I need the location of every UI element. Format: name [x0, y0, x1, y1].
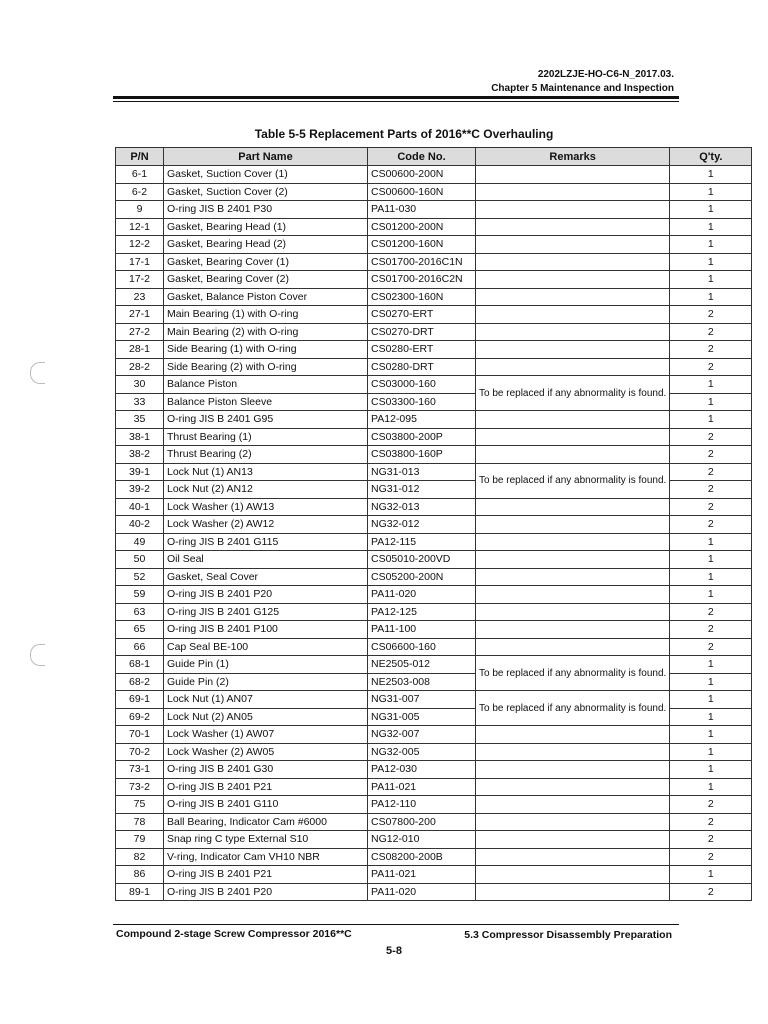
cell-qty: 2	[670, 428, 752, 446]
cell-code-no: NG32-005	[368, 743, 476, 761]
cell-pn: 75	[116, 796, 164, 814]
cell-qty: 2	[670, 358, 752, 376]
cell-remarks	[476, 341, 670, 359]
binder-hole-mark	[30, 362, 45, 384]
cell-code-no: NE2505-012	[368, 656, 476, 674]
cell-qty: 1	[670, 271, 752, 289]
binder-hole-mark	[30, 644, 45, 666]
cell-code-no: PA11-020	[368, 883, 476, 901]
header-rule-thick	[113, 96, 679, 99]
cell-code-no: CS0280-ERT	[368, 341, 476, 359]
cell-qty: 1	[670, 866, 752, 884]
cell-pn: 12-1	[116, 218, 164, 236]
cell-code-no: CS06600-160	[368, 638, 476, 656]
cell-remarks	[476, 568, 670, 586]
document-id: 2202LZJE-HO-C6-N_2017.03.	[537, 69, 674, 80]
cell-pn: 79	[116, 831, 164, 849]
cell-part-name: Cap Seal BE-100	[164, 638, 368, 656]
cell-qty: 1	[670, 761, 752, 779]
cell-code-no: CS00600-160N	[368, 183, 476, 201]
cell-remarks	[476, 848, 670, 866]
cell-code-no: CS00600-200N	[368, 166, 476, 184]
cell-qty: 1	[670, 568, 752, 586]
cell-qty: 1	[670, 656, 752, 674]
cell-pn: 73-2	[116, 778, 164, 796]
cell-code-no: PA11-100	[368, 621, 476, 639]
cell-qty: 1	[670, 393, 752, 411]
cell-qty: 1	[670, 673, 752, 691]
table-row	[116, 621, 752, 639]
cell-code-no: CS03300-160	[368, 393, 476, 411]
table-title: Table 5-5 Replacement Parts of 2016**C Overhauling	[254, 127, 554, 141]
cell-qty: 1	[670, 183, 752, 201]
cell-remarks: To be replaced if any abnormality is found.	[476, 691, 670, 726]
cell-remarks	[476, 831, 670, 849]
cell-code-no: PA11-021	[368, 866, 476, 884]
cell-code-no: NG31-013	[368, 463, 476, 481]
table-row	[116, 691, 752, 709]
cell-remarks	[476, 603, 670, 621]
table-row	[116, 848, 752, 866]
cell-remarks	[476, 621, 670, 639]
cell-part-name: O-ring JIS B 2401 P21	[164, 778, 368, 796]
cell-qty: 2	[670, 621, 752, 639]
table-row	[116, 743, 752, 761]
cell-pn: 89-1	[116, 883, 164, 901]
cell-qty: 2	[670, 516, 752, 534]
cell-code-no: CS01700-2016C2N	[368, 271, 476, 289]
cell-qty: 1	[670, 411, 752, 429]
cell-pn: 86	[116, 866, 164, 884]
cell-pn: 68-2	[116, 673, 164, 691]
table-row	[116, 323, 752, 341]
cell-pn: 6-1	[116, 166, 164, 184]
table-row	[116, 498, 752, 516]
footer-product-name: Compound 2-stage Screw Compressor 2016**C	[116, 928, 352, 940]
cell-code-no: PA11-021	[368, 778, 476, 796]
cell-code-no: CS0270-ERT	[368, 306, 476, 324]
cell-pn: 33	[116, 393, 164, 411]
cell-part-name: Lock Washer (2) AW12	[164, 516, 368, 534]
table-row	[116, 656, 752, 674]
cell-remarks	[476, 743, 670, 761]
cell-remarks	[476, 446, 670, 464]
table-row	[116, 253, 752, 271]
table-row	[116, 603, 752, 621]
cell-qty: 2	[670, 813, 752, 831]
cell-part-name: Guide Pin (2)	[164, 673, 368, 691]
cell-part-name: V-ring, Indicator Cam VH10 NBR	[164, 848, 368, 866]
column-header-qty: Q'ty.	[670, 148, 752, 166]
cell-code-no: NG12-010	[368, 831, 476, 849]
cell-code-no: PA12-095	[368, 411, 476, 429]
cell-remarks	[476, 866, 670, 884]
table-row	[116, 376, 752, 394]
cell-remarks	[476, 551, 670, 569]
cell-remarks	[476, 411, 670, 429]
cell-code-no: CS0270-DRT	[368, 323, 476, 341]
table-row	[116, 568, 752, 586]
cell-pn: 66	[116, 638, 164, 656]
cell-code-no: PA12-030	[368, 761, 476, 779]
cell-remarks	[476, 813, 670, 831]
cell-part-name: Lock Nut (2) AN05	[164, 708, 368, 726]
cell-code-no: PA12-110	[368, 796, 476, 814]
table-row	[116, 166, 752, 184]
cell-remarks: To be replaced if any abnormality is found.	[476, 463, 670, 498]
cell-part-name: O-ring JIS B 2401 G125	[164, 603, 368, 621]
cell-remarks	[476, 778, 670, 796]
cell-remarks: To be replaced if any abnormality is found.	[476, 656, 670, 691]
header-rule-thin	[113, 101, 679, 102]
cell-pn: 17-1	[116, 253, 164, 271]
cell-part-name: O-ring JIS B 2401 G110	[164, 796, 368, 814]
cell-qty: 1	[670, 708, 752, 726]
cell-part-name: Oil Seal	[164, 551, 368, 569]
cell-code-no: CS03000-160	[368, 376, 476, 394]
cell-remarks	[476, 323, 670, 341]
cell-qty: 1	[670, 691, 752, 709]
replacement-parts-table	[115, 147, 752, 901]
cell-pn: 70-1	[116, 726, 164, 744]
cell-qty: 2	[670, 883, 752, 901]
cell-remarks	[476, 166, 670, 184]
table-row	[116, 288, 752, 306]
table-row	[116, 533, 752, 551]
cell-qty: 2	[670, 603, 752, 621]
table-row	[116, 516, 752, 534]
cell-code-no: CS01700-2016C1N	[368, 253, 476, 271]
cell-part-name: Gasket, Bearing Head (2)	[164, 236, 368, 254]
cell-code-no: PA12-115	[368, 533, 476, 551]
cell-qty: 1	[670, 743, 752, 761]
table-row	[116, 726, 752, 744]
cell-part-name: O-ring JIS B 2401 P20	[164, 883, 368, 901]
cell-remarks	[476, 586, 670, 604]
cell-remarks	[476, 638, 670, 656]
cell-pn: 38-2	[116, 446, 164, 464]
cell-part-name: Gasket, Suction Cover (2)	[164, 183, 368, 201]
cell-part-name: Lock Nut (1) AN13	[164, 463, 368, 481]
table-row	[116, 586, 752, 604]
column-header-part-name: Part Name	[164, 148, 368, 166]
cell-part-name: Snap ring C type External S10	[164, 831, 368, 849]
cell-qty: 1	[670, 726, 752, 744]
cell-remarks	[476, 761, 670, 779]
footer-rule	[113, 924, 679, 925]
cell-code-no: NG31-012	[368, 481, 476, 499]
table-row	[116, 866, 752, 884]
cell-remarks	[476, 271, 670, 289]
cell-pn: 65	[116, 621, 164, 639]
cell-part-name: Gasket, Bearing Cover (1)	[164, 253, 368, 271]
cell-part-name: Thrust Bearing (2)	[164, 446, 368, 464]
cell-part-name: Lock Washer (1) AW13	[164, 498, 368, 516]
cell-code-no: NG32-013	[368, 498, 476, 516]
cell-qty: 2	[670, 341, 752, 359]
cell-remarks	[476, 726, 670, 744]
cell-code-no: NG32-007	[368, 726, 476, 744]
column-header-code-no: Code No.	[368, 148, 476, 166]
cell-remarks: To be replaced if any abnormality is found.	[476, 376, 670, 411]
table-row	[116, 761, 752, 779]
cell-code-no: PA12-125	[368, 603, 476, 621]
document-header	[491, 68, 674, 96]
cell-part-name: O-ring JIS B 2401 P20	[164, 586, 368, 604]
table-row	[116, 796, 752, 814]
column-header-remarks: Remarks	[476, 148, 670, 166]
cell-part-name: Side Bearing (1) with O-ring	[164, 341, 368, 359]
cell-pn: 27-2	[116, 323, 164, 341]
cell-part-name: Gasket, Suction Cover (1)	[164, 166, 368, 184]
cell-part-name: Lock Washer (1) AW07	[164, 726, 368, 744]
cell-part-name: Thrust Bearing (1)	[164, 428, 368, 446]
table-row	[116, 183, 752, 201]
cell-qty: 1	[670, 533, 752, 551]
footer-section-name: 5.3 Compressor Disassembly Preparation	[464, 929, 672, 941]
cell-qty: 2	[670, 831, 752, 849]
cell-part-name: Main Bearing (1) with O-ring	[164, 306, 368, 324]
cell-pn: 28-1	[116, 341, 164, 359]
table-row	[116, 201, 752, 219]
cell-qty: 1	[670, 218, 752, 236]
cell-pn: 39-2	[116, 481, 164, 499]
cell-pn: 82	[116, 848, 164, 866]
table-row	[116, 411, 752, 429]
cell-qty: 2	[670, 446, 752, 464]
cell-remarks	[476, 796, 670, 814]
cell-part-name: Ball Bearing, Indicator Cam #6000	[164, 813, 368, 831]
cell-part-name: O-ring JIS B 2401 P30	[164, 201, 368, 219]
cell-remarks	[476, 498, 670, 516]
cell-code-no: CS07800-200	[368, 813, 476, 831]
cell-pn: 70-2	[116, 743, 164, 761]
cell-pn: 39-1	[116, 463, 164, 481]
cell-pn: 27-1	[116, 306, 164, 324]
cell-part-name: Main Bearing (2) with O-ring	[164, 323, 368, 341]
cell-qty: 2	[670, 848, 752, 866]
cell-remarks	[476, 428, 670, 446]
cell-part-name: Side Bearing (2) with O-ring	[164, 358, 368, 376]
cell-qty: 1	[670, 586, 752, 604]
page-number: 5-8	[386, 945, 402, 957]
cell-qty: 2	[670, 306, 752, 324]
cell-part-name: O-ring JIS B 2401 G95	[164, 411, 368, 429]
cell-part-name: Lock Nut (1) AN07	[164, 691, 368, 709]
cell-pn: 49	[116, 533, 164, 551]
cell-part-name: O-ring JIS B 2401 G30	[164, 761, 368, 779]
cell-remarks	[476, 306, 670, 324]
table-row	[116, 306, 752, 324]
cell-pn: 40-1	[116, 498, 164, 516]
cell-code-no: CS0280-DRT	[368, 358, 476, 376]
cell-pn: 50	[116, 551, 164, 569]
table-row	[116, 358, 752, 376]
cell-pn: 17-2	[116, 271, 164, 289]
cell-qty: 1	[670, 236, 752, 254]
table-row	[116, 218, 752, 236]
cell-code-no: CS02300-160N	[368, 288, 476, 306]
cell-remarks	[476, 236, 670, 254]
cell-code-no: PA11-020	[368, 586, 476, 604]
table-row	[116, 463, 752, 481]
cell-pn: 38-1	[116, 428, 164, 446]
table-row	[116, 883, 752, 901]
cell-pn: 9	[116, 201, 164, 219]
cell-part-name: Balance Piston	[164, 376, 368, 394]
table-header-row	[116, 148, 752, 166]
cell-qty: 2	[670, 481, 752, 499]
cell-part-name: O-ring JIS B 2401 P21	[164, 866, 368, 884]
cell-code-no: CS03800-200P	[368, 428, 476, 446]
cell-part-name: Gasket, Seal Cover	[164, 568, 368, 586]
cell-code-no: NG31-005	[368, 708, 476, 726]
table-row	[116, 428, 752, 446]
table-row	[116, 341, 752, 359]
cell-part-name: Gasket, Balance Piston Cover	[164, 288, 368, 306]
cell-pn: 23	[116, 288, 164, 306]
cell-qty: 1	[670, 288, 752, 306]
cell-part-name: Gasket, Bearing Head (1)	[164, 218, 368, 236]
column-header-pn: P/N	[116, 148, 164, 166]
cell-qty: 1	[670, 201, 752, 219]
table-row	[116, 778, 752, 796]
cell-remarks	[476, 288, 670, 306]
cell-code-no: CS01200-160N	[368, 236, 476, 254]
cell-qty: 1	[670, 376, 752, 394]
cell-qty: 1	[670, 551, 752, 569]
cell-part-name: Guide Pin (1)	[164, 656, 368, 674]
cell-code-no: CS01200-200N	[368, 218, 476, 236]
table-row	[116, 813, 752, 831]
cell-part-name: O-ring JIS B 2401 P100	[164, 621, 368, 639]
cell-part-name: Lock Washer (2) AW05	[164, 743, 368, 761]
cell-remarks	[476, 201, 670, 219]
cell-pn: 28-2	[116, 358, 164, 376]
cell-pn: 59	[116, 586, 164, 604]
table-row	[116, 551, 752, 569]
cell-qty: 2	[670, 498, 752, 516]
cell-pn: 40-2	[116, 516, 164, 534]
cell-part-name: Balance Piston Sleeve	[164, 393, 368, 411]
cell-pn: 30	[116, 376, 164, 394]
cell-pn: 69-1	[116, 691, 164, 709]
table-row	[116, 446, 752, 464]
cell-pn: 68-1	[116, 656, 164, 674]
cell-code-no: PA11-030	[368, 201, 476, 219]
cell-pn: 73-1	[116, 761, 164, 779]
cell-pn: 12-2	[116, 236, 164, 254]
cell-qty: 2	[670, 796, 752, 814]
cell-code-no: NG32-012	[368, 516, 476, 534]
cell-qty: 2	[670, 463, 752, 481]
table-row	[116, 831, 752, 849]
cell-remarks	[476, 533, 670, 551]
cell-qty: 2	[670, 638, 752, 656]
cell-code-no: CS05010-200VD	[368, 551, 476, 569]
cell-part-name: Gasket, Bearing Cover (2)	[164, 271, 368, 289]
cell-remarks	[476, 183, 670, 201]
cell-qty: 1	[670, 778, 752, 796]
cell-code-no: NE2503-008	[368, 673, 476, 691]
cell-remarks	[476, 883, 670, 901]
table-row	[116, 271, 752, 289]
cell-pn: 63	[116, 603, 164, 621]
cell-code-no: CS08200-200B	[368, 848, 476, 866]
chapter-title: Chapter 5 Maintenance and Inspection	[491, 83, 674, 94]
cell-part-name: Lock Nut (2) AN12	[164, 481, 368, 499]
cell-qty: 1	[670, 166, 752, 184]
cell-code-no: CS05200-200N	[368, 568, 476, 586]
cell-pn: 78	[116, 813, 164, 831]
cell-part-name: O-ring JIS B 2401 G115	[164, 533, 368, 551]
cell-remarks	[476, 253, 670, 271]
cell-qty: 2	[670, 323, 752, 341]
cell-code-no: CS03800-160P	[368, 446, 476, 464]
cell-remarks	[476, 516, 670, 534]
cell-remarks	[476, 358, 670, 376]
cell-remarks	[476, 218, 670, 236]
cell-pn: 52	[116, 568, 164, 586]
table-row	[116, 236, 752, 254]
cell-pn: 69-2	[116, 708, 164, 726]
cell-code-no: NG31-007	[368, 691, 476, 709]
cell-qty: 1	[670, 253, 752, 271]
cell-pn: 35	[116, 411, 164, 429]
table-row	[116, 638, 752, 656]
cell-pn: 6-2	[116, 183, 164, 201]
